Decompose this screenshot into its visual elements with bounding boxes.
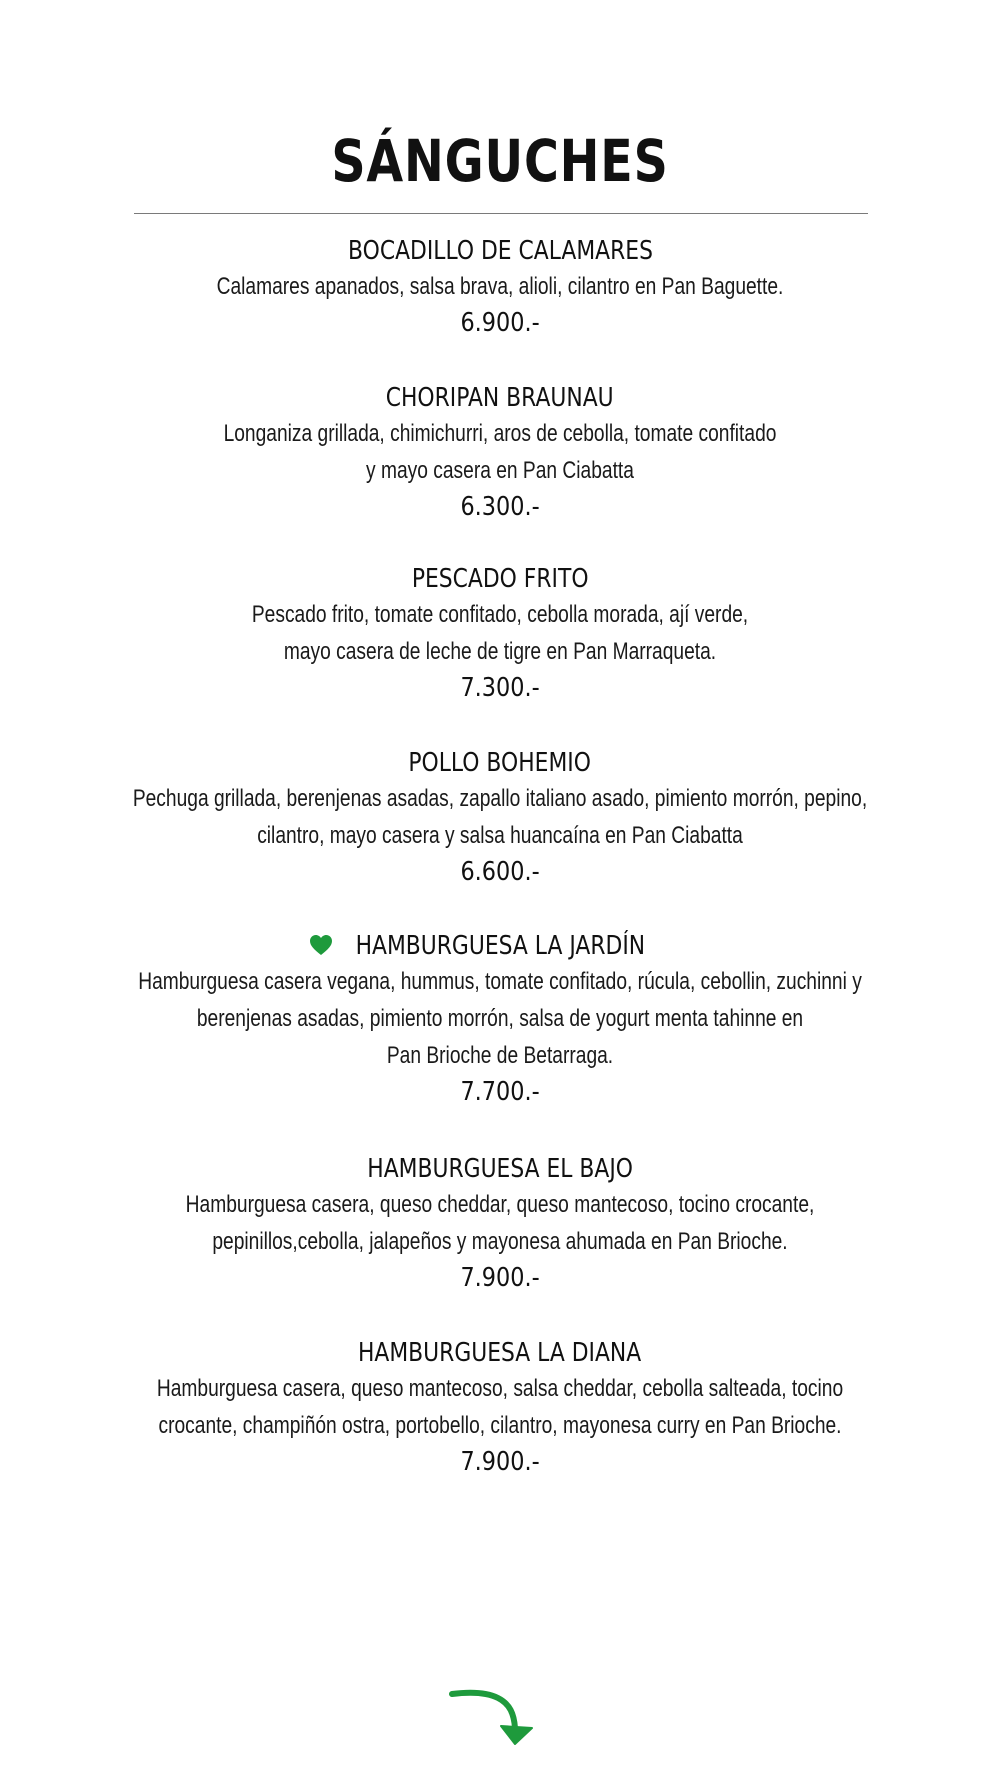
page-title: SÁNGUCHES (331, 127, 669, 195)
menu-item-name: POLLO BOHEMIO (408, 748, 592, 778)
menu-item (0, 1152, 1000, 1296)
menu-item-name: PESCADO FRITO (411, 564, 589, 594)
menu-item-name: HAMBURGUESA EL BAJO (367, 1154, 633, 1184)
menu-item-description: Hamburguesa casera, queso mantecoso, salsa cheddar, cebolla salteada, tocino crocante, champiñón ostra, portobello, cilantro, mayonesa curry en Pan Brioche. (156, 1375, 844, 1439)
curved-arrow-down-right-icon[interactable] (448, 1684, 540, 1750)
menu-item (0, 929, 1000, 1110)
menu-item (0, 562, 1000, 706)
menu-item-description: Calamares apanados, salsa brava, alioli, cilantro en Pan Baguette. (216, 273, 784, 300)
menu-item-description: Hamburguesa casera vegana, hummus, tomate confitado, rúcula, cebollin, zuchinni y berenjenas asadas, pimiento morrón, salsa de yogurt menta tahinne en Pan Brioche de Betarraga. (138, 968, 862, 1069)
menu-item-price: 7.700.- (460, 1077, 540, 1107)
title-divider (134, 213, 868, 214)
menu-item (0, 381, 1000, 525)
menu-item-description: Longaniza grillada, chimichurri, aros de cebolla, tomate confitado y mayo casera en Pan Ciabatta (223, 420, 777, 484)
menu-item-description: Hamburguesa casera, queso cheddar, queso mantecoso, tocino crocante, pepinillos,cebolla, jalapeños y mayonesa ahumada en Pan Brioche. (185, 1191, 815, 1255)
menu-item-price: 7.900.- (460, 1447, 540, 1477)
menu-item-price: 7.300.- (460, 673, 540, 703)
menu-item-name: CHORIPAN BRAUNAU (386, 383, 614, 413)
menu-item-name: HAMBURGUESA LA JARDÍN (355, 931, 645, 961)
menu-item-price: 6.600.- (460, 857, 540, 887)
menu-item-price: 6.900.- (460, 308, 540, 338)
menu-item-price: 7.900.- (460, 1263, 540, 1293)
menu-item (0, 746, 1000, 890)
menu-item-price: 6.300.- (460, 492, 540, 522)
menu-item (0, 234, 1000, 341)
menu-item-name: HAMBURGUESA LA DIANA (358, 1338, 642, 1368)
menu-item-description: Pescado frito, tomate confitado, cebolla morada, ají verde, mayo casera de leche de tigre en Pan Marraqueta. (251, 601, 749, 665)
menu-item (0, 1336, 1000, 1480)
menu-item-name: BOCADILLO DE CALAMARES (347, 236, 653, 266)
menu-item-description: Pechuga grillada, berenjenas asadas, zapallo italiano asado, pimiento morrón, pepino, cilantro, mayo casera y salsa huancaína en Pan Ciabatta (132, 785, 868, 849)
